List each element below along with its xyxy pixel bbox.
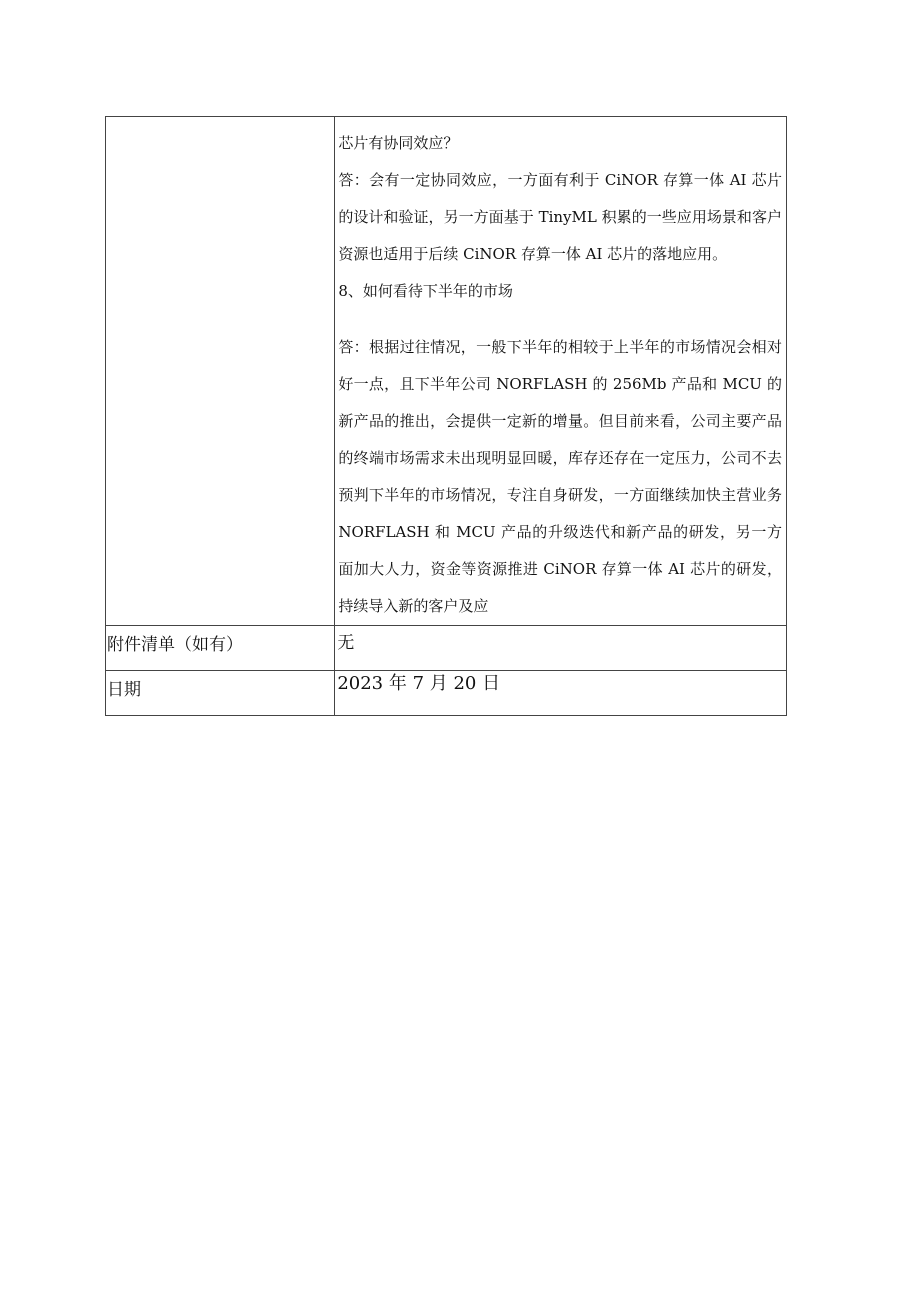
question7-tail: 芯片有协同效应？ bbox=[338, 134, 459, 152]
content-row bbox=[106, 117, 787, 626]
attachments-value: 无 bbox=[335, 626, 787, 671]
date-label: 日期 bbox=[106, 671, 335, 716]
date-value: 2023 年 7 月 20 日 bbox=[335, 671, 787, 716]
date-row bbox=[106, 671, 787, 716]
answer7: 答：会有一定协同效应，一方面有利于 CiNOR 存算一体 AI 芯片的设计和验证，另一方面基于 TinyML 积累的一些应用场景和客户资源也适用于后续 CiNOR 存算一体 AI 芯片的落地应用。 bbox=[338, 171, 782, 263]
content-cell bbox=[335, 117, 787, 626]
content-text bbox=[335, 117, 786, 625]
content-label-cell bbox=[106, 117, 335, 626]
record-table bbox=[105, 116, 787, 716]
attachments-label: 附件清单（如有） bbox=[106, 626, 335, 671]
answer8: 答：根据过往情况，一般下半年的相较于上半年的市场情况会相对好一点，且下半年公司 NORFLASH 的 256Mb 产品和 MCU 的新产品的推出，会提供一定新的增量。但目前来看，公司主要产品的终端市场需求未出现明显回暖，库存还存在一定压力，公司不去预判下半年的市场情况，专注自身研发，一方面继续加快主营业务 NORFLASH 和 MCU 产品的升级迭代和新产品的研发，另一方面加大人力，资金等资源推进 CiNOR 存算一体 AI 芯片的研发，持续导入新的客户及应 bbox=[338, 338, 782, 615]
question8: 8、如何看待下半年的市场 bbox=[338, 282, 513, 300]
attachments-row bbox=[106, 626, 787, 671]
